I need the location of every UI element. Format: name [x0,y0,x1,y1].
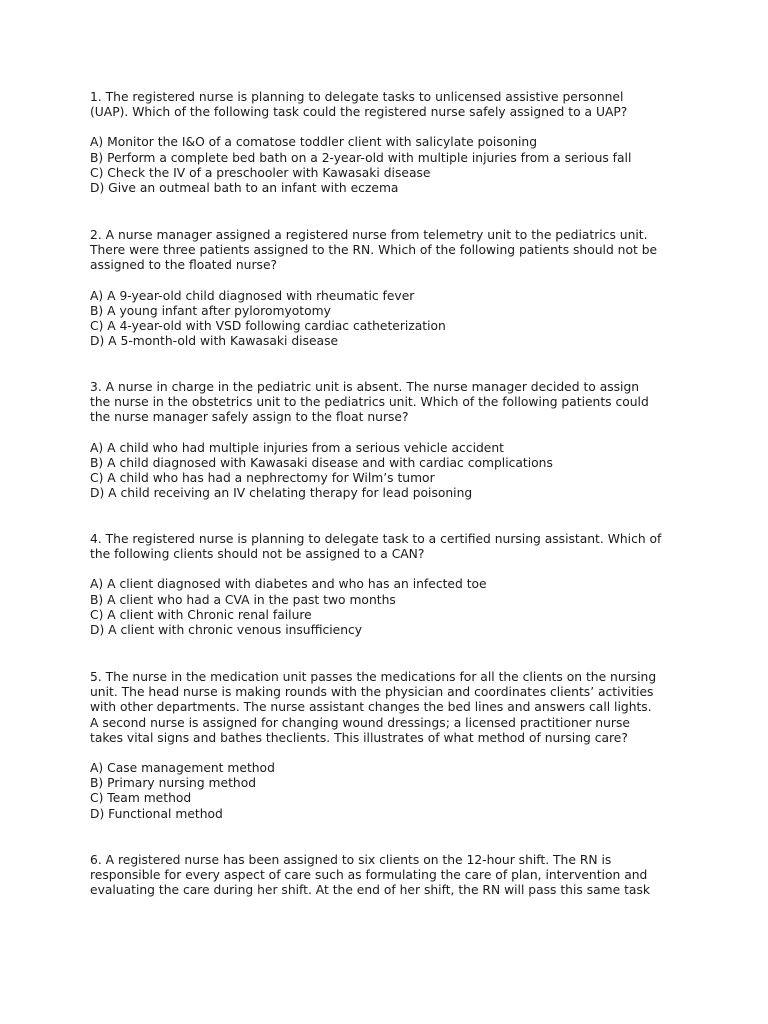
option-b: B) A young infant after pyloromyotomy [90,303,331,318]
option-a: A) A 9-year-old child diagnosed with rheumatic fever [90,288,415,303]
question-stem [90,228,690,274]
stem-line: unit. The head nurse is making rounds with the physician and coordinates clients’ activities [90,685,654,700]
option-c: C) A 4-year-old with VSD following cardiac catheterization [90,319,446,334]
option-d: D) A client with chronic venous insufficiency [90,623,363,638]
stem-line: with other departments. The nurse assistant changes the bed lines and answers call lights. [90,700,652,715]
option-d: D) Functional method [90,806,223,821]
option-d: D) Give an outmeal bath to an infant with eczema [90,181,399,196]
option-a: A) Case management method [90,761,275,776]
answer-options [90,289,690,350]
stem-line: the nurse in the obstetrics unit to the pediatrics unit. Which of the following patients could [90,395,649,410]
question-3 [90,380,690,501]
stem-line: 3. A nurse in charge in the pediatric unit is absent. The nurse manager decided to assign [90,380,640,394]
answer-options [90,761,690,822]
stem-line: evaluating the care during her shift. At the end of her shift, the RN will pass this same task [90,883,650,898]
stem-line: takes vital signs and bathes theclients. This illustrates of what method of nursing care? [90,730,628,745]
stem-line: the nurse manager safely assign to the float nurse? [90,410,409,425]
question-6 [90,853,690,899]
question-1 [90,90,690,196]
answer-options [90,135,690,196]
option-d: D) A 5-month-old with Kawasaki disease [90,334,339,349]
question-stem [90,532,690,562]
stem-line: assigned to the floated nurse? [90,258,278,273]
stem-line: A second nurse is assigned for changing wound dressings; a licensed practitioner nurse [90,715,630,730]
question-5 [90,670,690,822]
stem-line: responsible for every aspect of care such as formulating the care of plan, intervention and [90,868,648,883]
option-c: C) Team method [90,791,192,806]
question-stem [90,90,690,120]
stem-line: the following clients should not be assigned to a CAN? [90,547,425,562]
question-stem [90,670,690,746]
question-stem [90,853,690,899]
option-b: B) A child diagnosed with Kawasaki disease and with cardiac complications [90,455,553,470]
answer-options [90,577,690,638]
option-c: C) A client with Chronic renal failure [90,607,312,622]
option-d: D) A child receiving an IV chelating therapy for lead poisoning [90,486,473,501]
stem-line: 4. The registered nurse is planning to delegate task to a certified nursing assistant. Which of [90,532,662,546]
option-c: C) A child who has had a nephrectomy for Wilm’s tumor [90,471,435,486]
stem-line: There were three patients assigned to the RN. Which of the following patients should not be [90,243,658,258]
question-stem [90,380,690,426]
stem-line: 6. A registered nurse has been assigned to six clients on the 12-hour shift. The RN is [90,853,612,867]
option-a: A) Monitor the I&O of a comatose toddler client with salicylate poisoning [90,135,538,150]
answer-options [90,441,690,502]
option-c: C) Check the IV of a preschooler with Kawasaki disease [90,165,431,180]
option-b: B) Primary nursing method [90,776,257,791]
option-b: B) A client who had a CVA in the past two months [90,592,396,607]
stem-line: 5. The nurse in the medication unit passes the medications for all the clients on the nursing [90,670,657,684]
option-a: A) A child who had multiple injuries from a serious vehicle accident [90,440,504,455]
question-2 [90,228,690,349]
option-b: B) Perform a complete bed bath on a 2-year-old with multiple injuries from a serious fall [90,150,632,165]
question-4 [90,532,690,638]
stem-line: 1. The registered nurse is planning to delegate tasks to unlicensed assistive personnel [90,90,624,104]
option-a: A) A client diagnosed with diabetes and who has an infected toe [90,577,487,592]
stem-line: 2. A nurse manager assigned a registered nurse from telemetry unit to the pediatrics unit. [90,228,648,242]
stem-line: (UAP). Which of the following task could the registered nurse safely assigned to a UAP? [90,105,628,120]
